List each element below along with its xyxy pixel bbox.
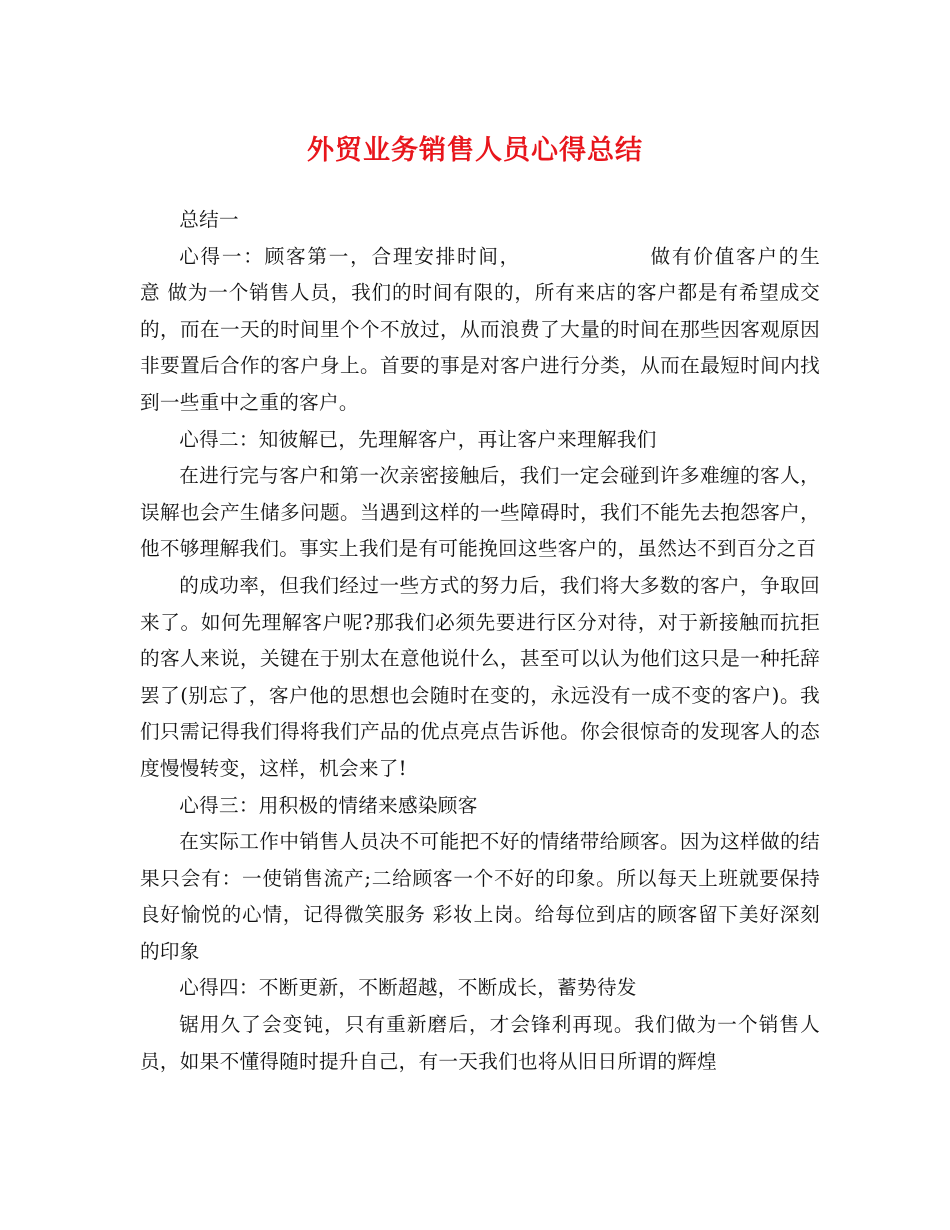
item2-body-b: 的成功率，但我们经过一些方式的努力后，我们将大多数的客户，争取回来了。如何先理解客户呢?那我们必须先要进行区分对待，对于新接触而抗拒的客人来说，关键在于别太在意他说什么，甚至可以认为他们这只是一种托辞罢了(别忘了，客户他的思想也会随时在变的，永远没有一成不变的客户)。我们只需记得我们得将我们产品的优点亮点告诉他。你会很惊奇的发现客人的态度慢慢转变，这样，机会来了! <box>140 573 820 780</box>
item1-heading-a: 心得一：顾客第一，合理安排时间， <box>179 244 522 268</box>
item4-body: 锯用久了会变钝，只有重新磨后，才会锋利再现。我们做为一个销售人员，如果不懂得随时提升自己，有一天我们也将从旧日所谓的辉煌 <box>140 1013 820 1073</box>
section-label: 总结一 <box>179 208 239 231</box>
document-body <box>140 202 820 1080</box>
item3-body-a: 在实际工作中销售人员决不可能把不好的情绪带给顾客。因为这样做的结果只会有：一使销售流产;二给顾客一个不好的印象。所以每天上班就要保持良好愉悦的心情，记得微笑服务 <box>140 830 820 927</box>
paragraph-item3 <box>140 824 820 970</box>
item2-heading: 心得二：知彼解已，先理解客户，再让客户来理解我们 <box>179 427 657 451</box>
item1-body: 做为一个销售人员，我们的时间有限的，所有来店的客户都是有希望成交的，而在一天的时间里个个不放过，从而浪费了大量的时间在那些因客观原因非要置后合作的客户身上。首要的事是对客户进行分类，从而在最短时间内找到一些重中之重的客户。 <box>140 281 820 414</box>
item2-body-a: 在进行完与客户和第一次亲密接触后，我们一定会碰到许多难缠的客人，误解也会产生储多问题。当遇到这样的一些障碍时，我们不能先去抱怨客户，他不够理解我们。事实上我们是有可能挽回这些客户的，虽然达不到百分之百 <box>140 464 820 561</box>
item3-heading: 心得三：用积极的情绪来感染顾客 <box>179 793 478 817</box>
document-title: 外贸业务销售人员心得总结 <box>307 135 643 166</box>
paragraph-item1 <box>140 239 820 422</box>
item3-body-b: 彩妆上岗。给每位到店的顾客留下美好深刻的印象 <box>140 903 821 963</box>
item4-heading: 心得四：不断更新，不断超越，不断成长，蓄势待发 <box>179 976 637 1000</box>
item1-heading-b: 做有价值客户的生意 <box>140 244 820 305</box>
